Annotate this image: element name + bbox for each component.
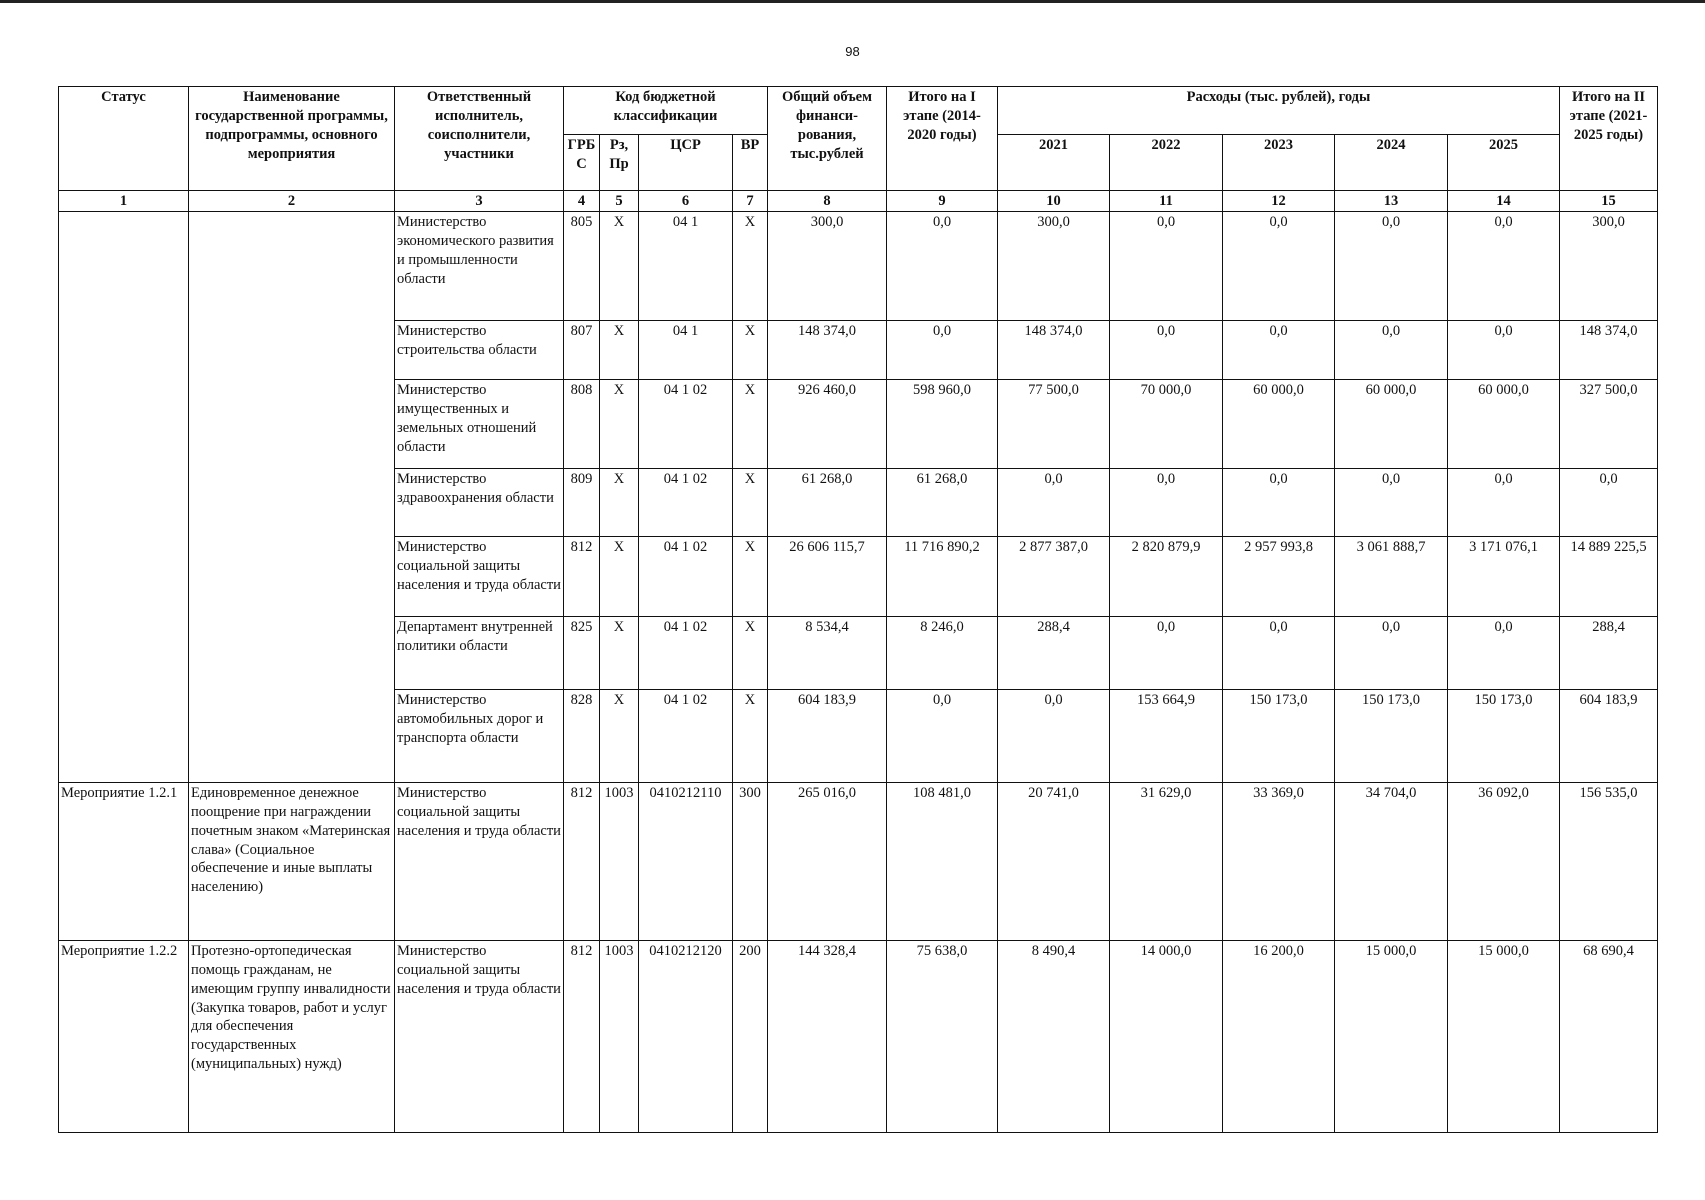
- cell-status: [59, 212, 189, 783]
- cell-2023: 33 369,0: [1223, 783, 1335, 941]
- cell-rzpr: Х: [600, 321, 639, 380]
- header-total-volume: Общий объем финанси- рования, тыс.рублей: [768, 87, 887, 191]
- cell-stage2: 68 690,4: [1560, 941, 1658, 1133]
- col-index: 6: [639, 191, 733, 212]
- cell-executor: Министерство здравоохранения области: [395, 469, 564, 537]
- col-index: 5: [600, 191, 639, 212]
- cell-rzpr: Х: [600, 537, 639, 617]
- cell-2024: 0,0: [1335, 212, 1448, 321]
- cell-2022: 0,0: [1110, 469, 1223, 537]
- cell-2021: 2 877 387,0: [998, 537, 1110, 617]
- cell-2025: 150 173,0: [1448, 690, 1560, 783]
- cell-stage2: 156 535,0: [1560, 783, 1658, 941]
- header-year-2021: 2021: [998, 135, 1110, 191]
- cell-name: Протезно-ортопедическая помощь гражданам, не имеющим группу инвалидности (Закупка товаров, работ и услуг для обеспечения государственных (муниципальных) нужд): [189, 941, 395, 1133]
- cell-rzpr: 1003: [600, 783, 639, 941]
- cell-executor: Министерство социальной защиты населения и труда области: [395, 783, 564, 941]
- cell-stage2: 300,0: [1560, 212, 1658, 321]
- header-vr: ВР: [733, 135, 768, 191]
- cell-rzpr: Х: [600, 380, 639, 469]
- cell-rzpr: Х: [600, 617, 639, 690]
- cell-stage2: 604 183,9: [1560, 690, 1658, 783]
- cell-csr: 04 1 02: [639, 380, 733, 469]
- cell-2024: 150 173,0: [1335, 690, 1448, 783]
- cell-vr: 300: [733, 783, 768, 941]
- cell-vr: Х: [733, 617, 768, 690]
- cell-stage2: 288,4: [1560, 617, 1658, 690]
- cell-total: 8 534,4: [768, 617, 887, 690]
- cell-2023: 150 173,0: [1223, 690, 1335, 783]
- cell-2025: 0,0: [1448, 321, 1560, 380]
- cell-grbs: 828: [564, 690, 600, 783]
- cell-stage2: 14 889 225,5: [1560, 537, 1658, 617]
- cell-2023: 16 200,0: [1223, 941, 1335, 1133]
- header-year-2022: 2022: [1110, 135, 1223, 191]
- cell-2022: 0,0: [1110, 212, 1223, 321]
- table-row: [59, 212, 1658, 321]
- header-expenses: Расходы (тыс. рублей), годы: [998, 87, 1560, 135]
- cell-csr: 0410212110: [639, 783, 733, 941]
- cell-2025: 15 000,0: [1448, 941, 1560, 1133]
- cell-stage1: 0,0: [887, 321, 998, 380]
- cell-2025: 36 092,0: [1448, 783, 1560, 941]
- cell-total: 926 460,0: [768, 380, 887, 469]
- cell-csr: 04 1 02: [639, 469, 733, 537]
- cell-2021: 288,4: [998, 617, 1110, 690]
- cell-2023: 60 000,0: [1223, 380, 1335, 469]
- cell-stage1: 75 638,0: [887, 941, 998, 1133]
- cell-2023: 0,0: [1223, 212, 1335, 321]
- cell-executor: Министерство социальной защиты населения и труда области: [395, 537, 564, 617]
- cell-stage1: 598 960,0: [887, 380, 998, 469]
- cell-rzpr: 1003: [600, 941, 639, 1133]
- cell-2024: 60 000,0: [1335, 380, 1448, 469]
- cell-total: 144 328,4: [768, 941, 887, 1133]
- cell-executor: Департамент внутренней политики области: [395, 617, 564, 690]
- cell-2025: 0,0: [1448, 617, 1560, 690]
- cell-grbs: 809: [564, 469, 600, 537]
- cell-grbs: 812: [564, 783, 600, 941]
- cell-total: 604 183,9: [768, 690, 887, 783]
- cell-total: 300,0: [768, 212, 887, 321]
- header-csr: ЦСР: [639, 135, 733, 191]
- col-index: 12: [1223, 191, 1335, 212]
- cell-vr: Х: [733, 537, 768, 617]
- cell-total: 148 374,0: [768, 321, 887, 380]
- col-index: 15: [1560, 191, 1658, 212]
- cell-grbs: 812: [564, 537, 600, 617]
- cell-grbs: 807: [564, 321, 600, 380]
- cell-2025: 3 171 076,1: [1448, 537, 1560, 617]
- cell-2022: 70 000,0: [1110, 380, 1223, 469]
- header-stage2: Итого на II этапе (2021- 2025 годы): [1560, 87, 1658, 191]
- col-index: 10: [998, 191, 1110, 212]
- cell-2021: 20 741,0: [998, 783, 1110, 941]
- cell-stage1: 61 268,0: [887, 469, 998, 537]
- header-name: Наименование государственной программы, подпрограммы, основного мероприятия: [189, 87, 395, 191]
- cell-stage1: 8 246,0: [887, 617, 998, 690]
- column-index-row: [59, 191, 1658, 212]
- top-border-line: [0, 0, 1705, 3]
- header-budget-code: Код бюджетной классификации: [564, 87, 768, 135]
- cell-2025: 60 000,0: [1448, 380, 1560, 469]
- header-year-2023: 2023: [1223, 135, 1335, 191]
- cell-2022: 2 820 879,9: [1110, 537, 1223, 617]
- header-year-2024: 2024: [1335, 135, 1448, 191]
- cell-rzpr: Х: [600, 469, 639, 537]
- cell-stage2: 327 500,0: [1560, 380, 1658, 469]
- cell-2024: 0,0: [1335, 469, 1448, 537]
- cell-2023: 0,0: [1223, 617, 1335, 690]
- cell-2024: 15 000,0: [1335, 941, 1448, 1133]
- cell-2023: 0,0: [1223, 469, 1335, 537]
- cell-stage1: 0,0: [887, 690, 998, 783]
- cell-status: Мероприятие 1.2.1: [59, 783, 189, 941]
- col-index: 1: [59, 191, 189, 212]
- budget-table: [58, 86, 1658, 1133]
- cell-rzpr: Х: [600, 690, 639, 783]
- cell-vr: Х: [733, 321, 768, 380]
- table-row: [59, 783, 1658, 941]
- cell-2021: 0,0: [998, 469, 1110, 537]
- cell-2024: 0,0: [1335, 617, 1448, 690]
- cell-total: 265 016,0: [768, 783, 887, 941]
- cell-rzpr: Х: [600, 212, 639, 321]
- cell-executor: Министерство экономического развития и промышленности области: [395, 212, 564, 321]
- cell-grbs: 812: [564, 941, 600, 1133]
- header-executor: Ответственный исполнитель, соисполнители, участники: [395, 87, 564, 191]
- cell-executor: Министерство имущественных и земельных отношений области: [395, 380, 564, 469]
- header-stage1: Итого на I этапе (2014-2020 годы): [887, 87, 998, 191]
- header-rzpr: Рз, Пр: [600, 135, 639, 191]
- cell-stage1: 108 481,0: [887, 783, 998, 941]
- cell-vr: Х: [733, 212, 768, 321]
- cell-stage1: 11 716 890,2: [887, 537, 998, 617]
- cell-grbs: 805: [564, 212, 600, 321]
- cell-name: [189, 212, 395, 783]
- cell-csr: 04 1: [639, 321, 733, 380]
- page-number: 98: [845, 44, 860, 59]
- col-index: 14: [1448, 191, 1560, 212]
- cell-csr: 0410212120: [639, 941, 733, 1133]
- cell-vr: Х: [733, 690, 768, 783]
- header-grbs: ГРБ С: [564, 135, 600, 191]
- cell-stage2: 0,0: [1560, 469, 1658, 537]
- cell-csr: 04 1 02: [639, 690, 733, 783]
- cell-name: Единовременное денежное поощрение при награждении почетным знаком «Материнская слава» (Социальное обеспечение и иные выплаты населению): [189, 783, 395, 941]
- cell-stage2: 148 374,0: [1560, 321, 1658, 380]
- cell-total: 61 268,0: [768, 469, 887, 537]
- cell-status: Мероприятие 1.2.2: [59, 941, 189, 1133]
- cell-2022: 0,0: [1110, 617, 1223, 690]
- cell-grbs: 825: [564, 617, 600, 690]
- col-index: 2: [189, 191, 395, 212]
- cell-2021: 77 500,0: [998, 380, 1110, 469]
- cell-2022: 153 664,9: [1110, 690, 1223, 783]
- cell-executor: Министерство автомобильных дорог и транспорта области: [395, 690, 564, 783]
- cell-total: 26 606 115,7: [768, 537, 887, 617]
- header-status: Статус: [59, 87, 189, 191]
- cell-2023: 0,0: [1223, 321, 1335, 380]
- cell-2025: 0,0: [1448, 469, 1560, 537]
- table-row: [59, 941, 1658, 1133]
- col-index: 4: [564, 191, 600, 212]
- header-year-2025: 2025: [1448, 135, 1560, 191]
- cell-vr: 200: [733, 941, 768, 1133]
- col-index: 8: [768, 191, 887, 212]
- cell-vr: Х: [733, 469, 768, 537]
- cell-2023: 2 957 993,8: [1223, 537, 1335, 617]
- cell-csr: 04 1 02: [639, 537, 733, 617]
- cell-vr: Х: [733, 380, 768, 469]
- cell-2024: 0,0: [1335, 321, 1448, 380]
- cell-2022: 14 000,0: [1110, 941, 1223, 1133]
- cell-stage1: 0,0: [887, 212, 998, 321]
- col-index: 9: [887, 191, 998, 212]
- cell-2022: 31 629,0: [1110, 783, 1223, 941]
- cell-2021: 300,0: [998, 212, 1110, 321]
- cell-executor: Министерство социальной защиты населения и труда области: [395, 941, 564, 1133]
- col-index: 11: [1110, 191, 1223, 212]
- cell-csr: 04 1 02: [639, 617, 733, 690]
- cell-2024: 3 061 888,7: [1335, 537, 1448, 617]
- col-index: 3: [395, 191, 564, 212]
- cell-csr: 04 1: [639, 212, 733, 321]
- cell-2021: 8 490,4: [998, 941, 1110, 1133]
- cell-2021: 148 374,0: [998, 321, 1110, 380]
- cell-grbs: 808: [564, 380, 600, 469]
- col-index: 13: [1335, 191, 1448, 212]
- col-index: 7: [733, 191, 768, 212]
- cell-executor: Министерство строительства области: [395, 321, 564, 380]
- cell-2025: 0,0: [1448, 212, 1560, 321]
- cell-2021: 0,0: [998, 690, 1110, 783]
- cell-2022: 0,0: [1110, 321, 1223, 380]
- cell-2024: 34 704,0: [1335, 783, 1448, 941]
